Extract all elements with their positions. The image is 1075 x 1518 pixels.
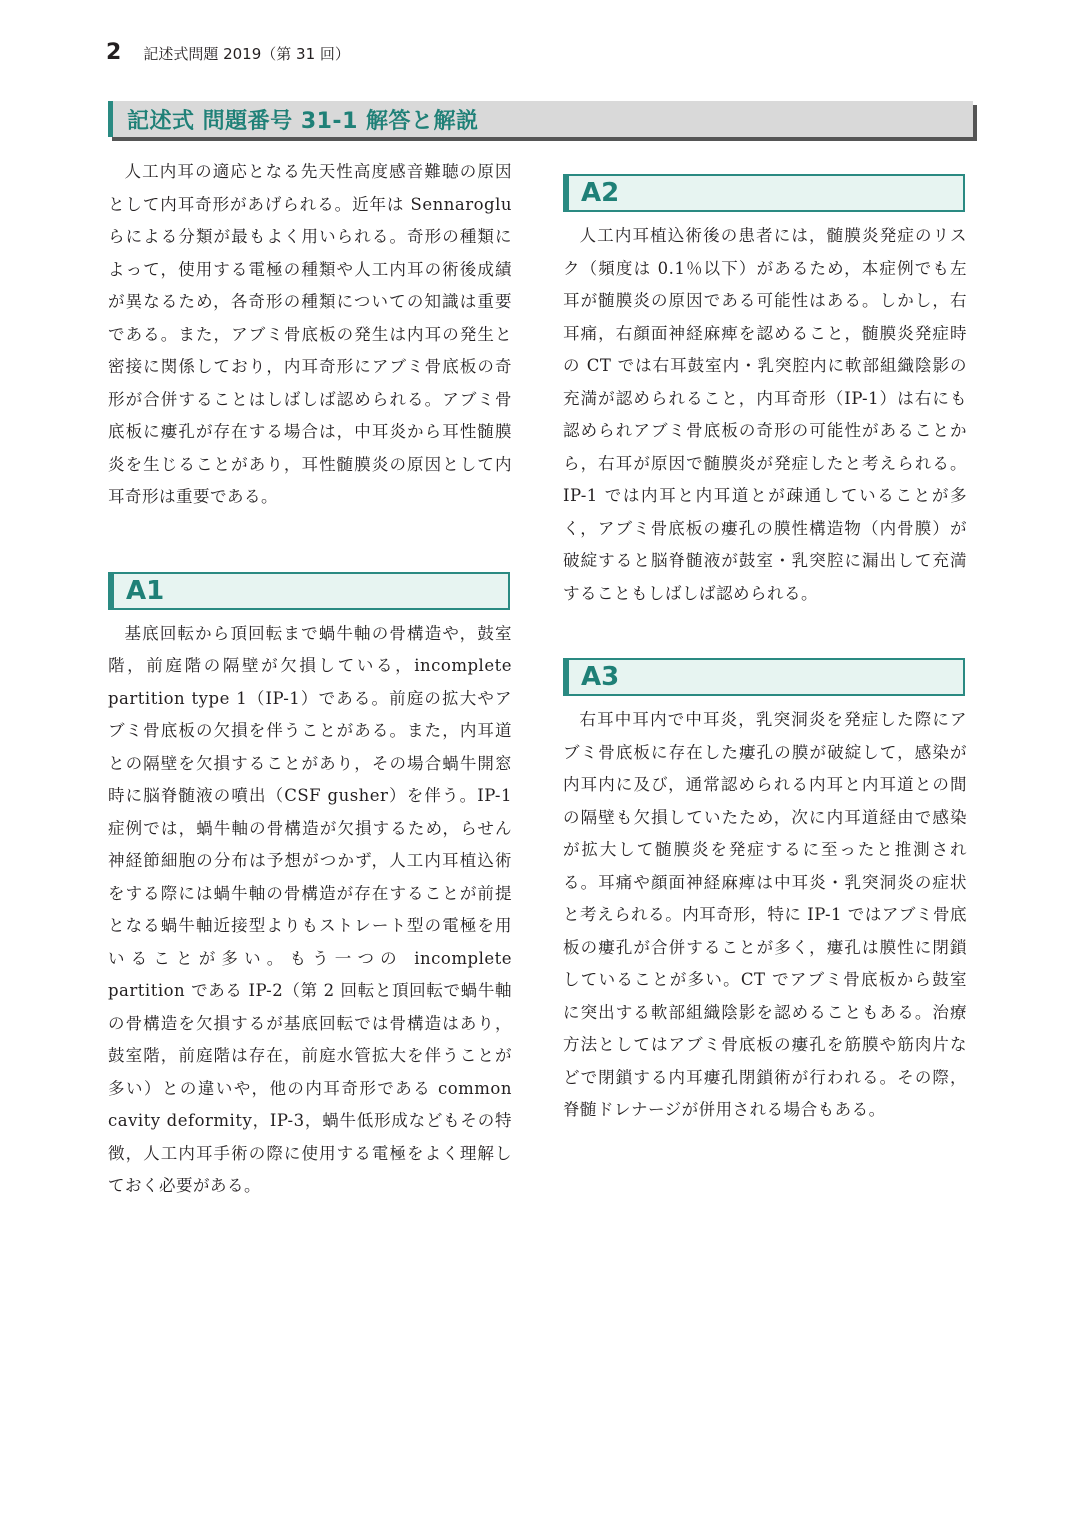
- running-title: 記述式問題 2019（第 31 回）: [143, 45, 350, 63]
- answer-a3-paragraph: 右耳中耳内で中耳炎，乳突洞炎を発症した際にアブミ骨底板に存在した瘻孔の膜が破綻して，感染が内耳内に及び，通常認められる内耳と内耳道との間の隔壁も欠損していたため，次に内耳道経由で感染が拡大して髄膜炎を発症するに至ったと推測される。耳痛や顔面神経麻痺は中耳炎・乳突洞炎の症状と考えられる。内耳奇形，特に IP-1 ではアブミ骨底板の瘻孔が合併することが多く，瘻孔は膜性に閉鎖していることが多い。CT でアブミ骨底板から鼓室に突出する軟部組織陰影を認めることもある。治療方法としてはアブミ骨底板の瘻孔を筋膜や筋肉片などで閉鎖する内耳瘻孔閉鎖術が行われる。その際，脊髄ドレナージが併用される場合もある。: [563, 710, 967, 1119]
- answer-a2-paragraph: 人工内耳植込術後の患者には，髄膜炎発症のリスク（頻度は 0.1％以下）があるため，本症例でも左耳が髄膜炎の原因である可能性はある。しかし，右耳痛，右顔面神経麻痺を認めること，髄膜炎発症時の CT では右耳鼓室内・乳突腔内に軟部組織陰影の充満が認められること，内耳奇形（IP-1）は右にも認められアブミ骨底板の奇形の可能性があることから，右耳が原因で髄膜炎が発症したと考えられる。IP-1 では内耳と内耳道とが疎通していることが多く，アブミ骨底板の瘻孔の膜性構造物（内骨膜）が破綻すると脳脊髄液が鼓室・乳突腔に漏出して充満することもしばしば認められる。: [563, 226, 967, 603]
- answer-a1-box: [108, 572, 510, 610]
- answer-a1-paragraph: 基底回転から頂回転まで蝸牛軸の骨構造や，鼓室階，前庭階の隔壁が欠損している，incomplete partition type 1（IP-1）である。前庭の拡大やアブミ骨底板の欠損を伴うことがある。また，内耳道との隔壁を欠損することがあり，その場合蝸牛開窓時に脳脊髄液の噴出（CSF gusher）を伴う。IP-1 症例では，蝸牛軸の骨構造が欠損するため，らせん神経節細胞の分布は予想がつかず，人工内耳植込術をする際には蝸牛軸の骨構造が存在することが前提となる蝸牛軸近接型よりもストレート型の電極を用いることが多い。もう一つの incomplete partition である IP-2（第 2 回転と頂回転で蝸牛軸の骨構造を欠損するが基底回転では骨構造はあり，鼓室階，前庭階は存在，前庭水管拡大を伴うことが多い）との違いや，他の内耳奇形である common cavity deformity，IP-3，蝸牛低形成などもその特徴，人工内耳手術の際に使用する電極をよく理解しておく必要がある。: [108, 623, 512, 1195]
- answer-a3-label: A3: [581, 662, 620, 692]
- right-column: [563, 174, 967, 1127]
- section-banner: [108, 101, 973, 137]
- answer-a2-box: [563, 174, 965, 212]
- answer-a1-label: A1: [126, 575, 165, 606]
- page-number: 2: [106, 40, 122, 65]
- intro-paragraph: 人工内耳の適応となる先天性高度感音難聴の原因として内耳奇形があげられる。近年は Sennaroglu らによる分類が最もよく用いられる。奇形の種類によって，使用する電極の種類や人工内耳の術後成績が異なるため，各奇形の種類についての知識は重要である。また，アブミ骨底板の発生は内耳の発生と密接に関係しており，内耳奇形にアブミ骨底板の奇形が合併することはしばしば認められる。アブミ骨底板に瘻孔が存在する場合は，中耳炎から耳性髄膜炎を生じることがあり，耳性髄膜炎の原因として内耳奇形は重要である。: [108, 162, 512, 506]
- answer-a3-box: [563, 658, 965, 696]
- left-column: [108, 156, 512, 1203]
- section-title: 記述式 問題番号 31-1 解答と解説: [127, 108, 479, 134]
- answer-a2-label: A2: [581, 178, 620, 208]
- running-head: [106, 40, 350, 68]
